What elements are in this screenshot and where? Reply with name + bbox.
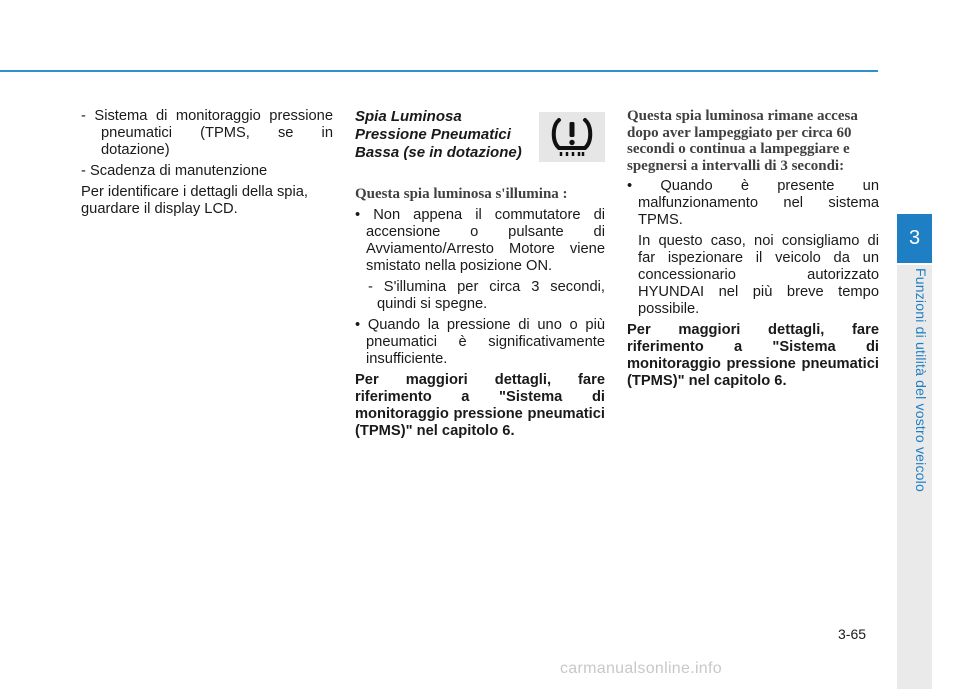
bullet-tpms-malfunction: • Quando è presente un malfunzionamento nel sistema TPMS.	[627, 178, 879, 228]
flashing-heading: Questa spia luminosa rimane accesa dopo aver lampeggiato per circa 60 secondi o continua a lampeggiare e spegnersi a intervalli di 3 secondi:	[627, 108, 858, 174]
section-title: Spia Luminosa Pressione Pneumatici Bassa (se in dotazione)	[355, 108, 522, 161]
column-1	[81, 108, 333, 222]
page-number: 3-65	[838, 626, 867, 642]
illumination-heading: Questa spia luminosa s'illumina :	[355, 186, 568, 202]
lcd-paragraph: Per identificare i dettagli della spia, guardare il display LCD.	[81, 184, 308, 217]
tire-pressure-warning-icon	[539, 112, 605, 162]
bullet-ignition-on: • Non appena il commutatore di accensione o pulsante di Avviamento/Arresto Motore viene smistato nella posizione ON.	[355, 206, 605, 274]
reference-note: Per maggiori dettagli, fare riferimento a "Sistema di monitoraggio pressione pneumatici (TPMS)" nel capitolo 6.	[355, 371, 605, 439]
watermark: carmanualsonline.info	[560, 660, 722, 677]
column-3	[627, 108, 879, 394]
inspection-paragraph: In questo caso, noi consigliamo di far ispezionare il veicolo da un concessionario autorizzato HYUNDAI nel più breve tempo possibile.	[638, 233, 879, 317]
chapter-title: Funzioni di utilità del vostro veicolo	[913, 268, 929, 492]
chapter-number: 3	[908, 227, 921, 249]
bullet-low-pressure: • Quando la pressione di uno o più pneumatici è significativamente insufficiente.	[355, 316, 605, 367]
chapter-tab	[897, 214, 932, 263]
list-item-tpms: - Sistema di monitoraggio pressione pneumatici (TPMS, se in dotazione)	[81, 108, 333, 158]
sub-item-3-seconds: - S'illumina per circa 3 secondi, quindi si spegne.	[368, 278, 605, 312]
reference-note: Per maggiori dettagli, fare riferimento a "Sistema di monitoraggio pressione pneumatici (TPMS)" nel capitolo 6.	[627, 322, 879, 389]
header-rule	[0, 70, 878, 72]
list-item-maintenance: - Scadenza di manutenzione	[81, 163, 268, 179]
